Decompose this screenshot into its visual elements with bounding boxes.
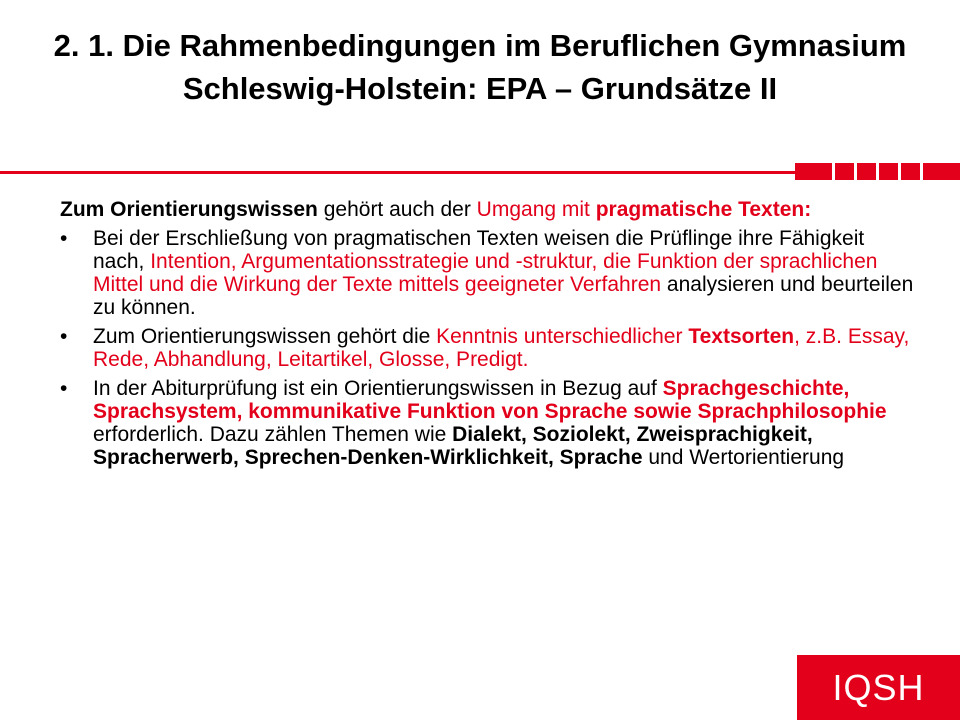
slide-title: 2. 1. Die Rahmenbedingungen im Beruflichen Gymnasium Schleswig-Holstein: EPA – Grundsätze II bbox=[53, 28, 907, 106]
bullet-item-1 bbox=[60, 227, 920, 319]
title-divider-bar bbox=[0, 163, 960, 180]
divider-line bbox=[0, 171, 795, 174]
intro-text: gehört auch der bbox=[317, 198, 477, 221]
bullet-1-text: Bei der Erschließung von pragmatischen Texten weisen die Prüflinge ihre Fähigkeit nach, bbox=[93, 227, 865, 273]
bullet-2-text: Zum Orientierungswissen gehört die bbox=[93, 325, 437, 348]
bullet-3-text: In der Abiturprüfung ist ein Orientierungswissen in Bezug auf bbox=[93, 377, 663, 400]
divider-block-1 bbox=[795, 163, 832, 180]
bullet-3-topics-bold: Dialekt, Soziolekt, Zweisprachigkeit, Spracherwerb, Sprechen-Denken-Wirklichkeit, Sprache bbox=[93, 423, 813, 469]
bullet-symbol: • bbox=[60, 377, 68, 400]
bullet-symbol: • bbox=[60, 325, 68, 348]
bullet-item-2 bbox=[60, 325, 920, 371]
bullet-3-highlight-bold: Sprachgeschichte, Sprachsystem, kommunikative Funktion von Sprache sowie Sprachphilosophie bbox=[93, 377, 887, 423]
divider-block-3 bbox=[857, 163, 876, 180]
divider-block-4 bbox=[879, 163, 898, 180]
divider-block-2 bbox=[835, 163, 854, 180]
bullet-2-highlight-bold: Textsorten bbox=[688, 325, 795, 348]
intro-highlight-bold: pragmatische Texten: bbox=[595, 198, 812, 221]
bullet-2-highlight: Kenntnis unterschiedlicher bbox=[436, 325, 689, 348]
divider-block-5 bbox=[901, 163, 920, 180]
bullet-list bbox=[60, 227, 920, 469]
bullet-3-text-end: und Wertorientierung bbox=[642, 446, 845, 469]
bullet-1-highlight: Intention, Argumentationsstrategie und -struktur, die Funktion der sprachlichen Mittel und die Wirkung der Texte mittels geeigneter Verfahren bbox=[93, 250, 878, 296]
bullet-3-text-mid: erforderlich. Dazu zählen Themen wie bbox=[93, 423, 453, 446]
intro-paragraph bbox=[60, 198, 920, 221]
divider-block-6 bbox=[923, 163, 960, 180]
bullet-1-text-end: analysieren und beurteilen zu können. bbox=[93, 273, 914, 319]
intro-term: Zum Orientierungswissen bbox=[60, 198, 318, 221]
bullet-symbol: • bbox=[60, 227, 68, 250]
bullet-2-examples: , z.B. Essay, Rede, Abhandlung, Leitartikel, Glosse, Predigt. bbox=[93, 325, 910, 371]
iqsh-logo: IQSH bbox=[797, 655, 960, 720]
bullet-item-3 bbox=[60, 377, 920, 469]
intro-highlight: Umgang mit bbox=[476, 198, 596, 221]
slide-body bbox=[60, 198, 920, 475]
